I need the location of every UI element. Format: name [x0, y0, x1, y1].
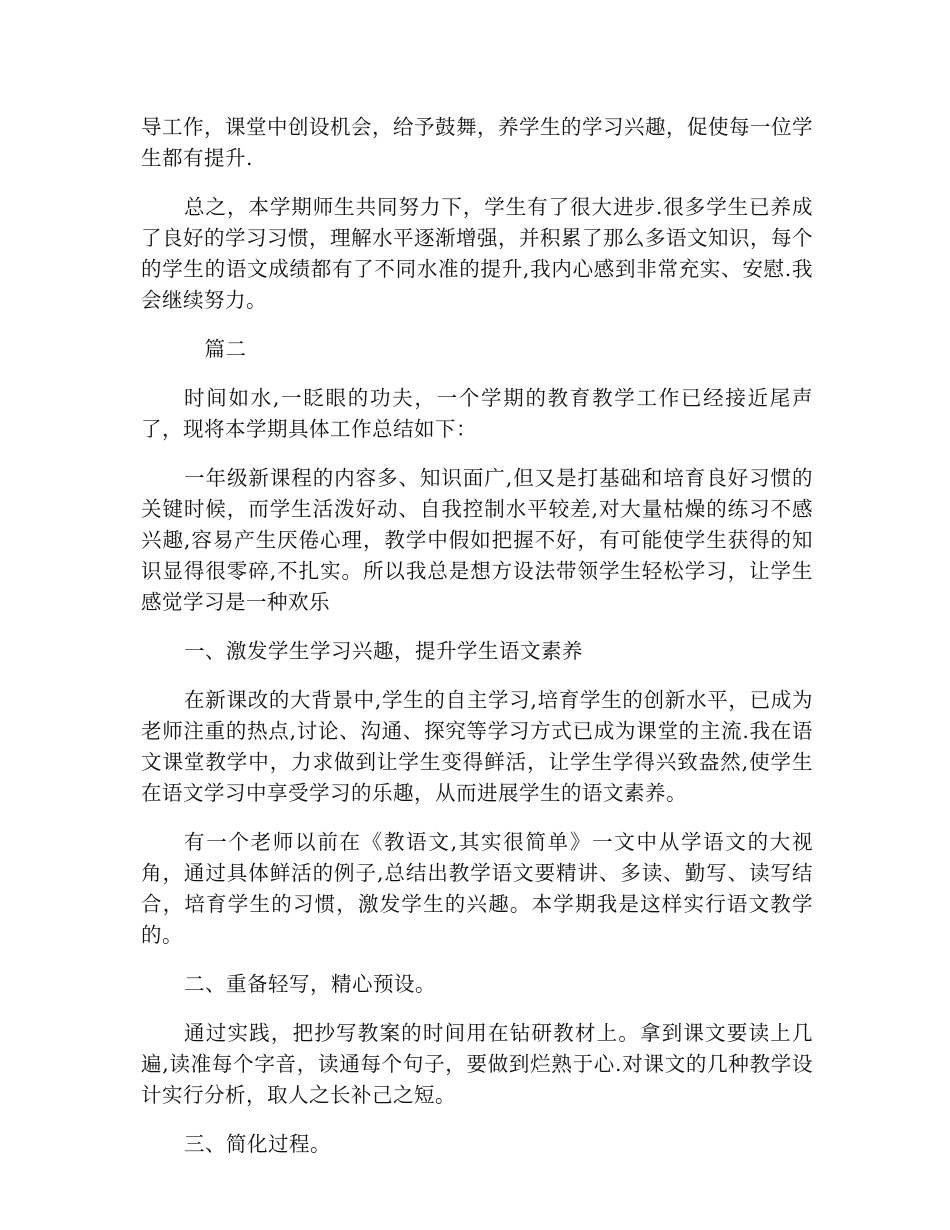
- section-heading-1: 一、激发学生学习兴趣，提升学生语文素养: [184, 639, 584, 663]
- section-heading-3: 三、简化过程。: [184, 1132, 332, 1156]
- paragraph-section-2: 通过实践，把抄写教案的时间用在钻研教材上。拿到课文要读上几遍,读准每个字音，读通每个句子，要做到烂熟于心.对课文的几种教学设计实行分析，取人之长补己之短。: [141, 1021, 813, 1107]
- paragraph-summary: 总之，本学期师生共同努力下，学生有了很大进步.很多学生已养成了良好的学习习惯，理解水平逐渐增强，并积累了那么多语文知识，每个的学生的语文成绩都有了不同水准的提升,我内心感到非常充实、安慰.我会继续努力。: [141, 195, 813, 312]
- part-heading: 篇二: [204, 337, 247, 361]
- paragraph-background: 一年级新课程的内容多、知识面广,但又是打基础和培育良好习惯的关键时候，而学生活泼好动、自我控制水平较差,对大量枯燥的练习不感兴趣,容易产生厌倦心理，教学中假如把握不好，有可能使学生获得的知识显得很零碎,不扎实。所以我总是想方设法带领学生轻松学习，让学生感觉学习是一种欢乐: [141, 466, 813, 614]
- paragraph-section-1-example: 有一个老师以前在《教语文,其实很简单》一文中从学语文的大视角，通过具体鲜活的例子,总结出教学语文要精讲、多读、勤写、读写结合，培育学生的习惯，激发学生的兴趣。本学期我是这样实行语文教学的。: [141, 830, 813, 947]
- paragraph-intro: 时间如水,一眨眼的功夫，一个学期的教育教学工作已经接近尾声了，现将本学期具体工作总结如下：: [141, 386, 813, 441]
- paragraph-section-1: 在新课改的大背景中,学生的自主学习,培育学生的创新水平，已成为老师注重的热点,讨论、沟通、探究等学习方式已成为课堂的主流.我在语文课堂教学中，力求做到让学生变得鲜活，让学生学得兴致盎然,使学生在语文学习中享受学习的乐趣，从而进展学生的语文素养。: [141, 688, 813, 805]
- section-heading-2: 二、重备轻写，精心预设。: [184, 972, 437, 996]
- document-body: [141, 112, 813, 1178]
- paragraph-continuation: 导工作，课堂中创设机会，给予鼓舞，养学生的学习兴趣，促使每一位学生都有提升.: [141, 115, 813, 170]
